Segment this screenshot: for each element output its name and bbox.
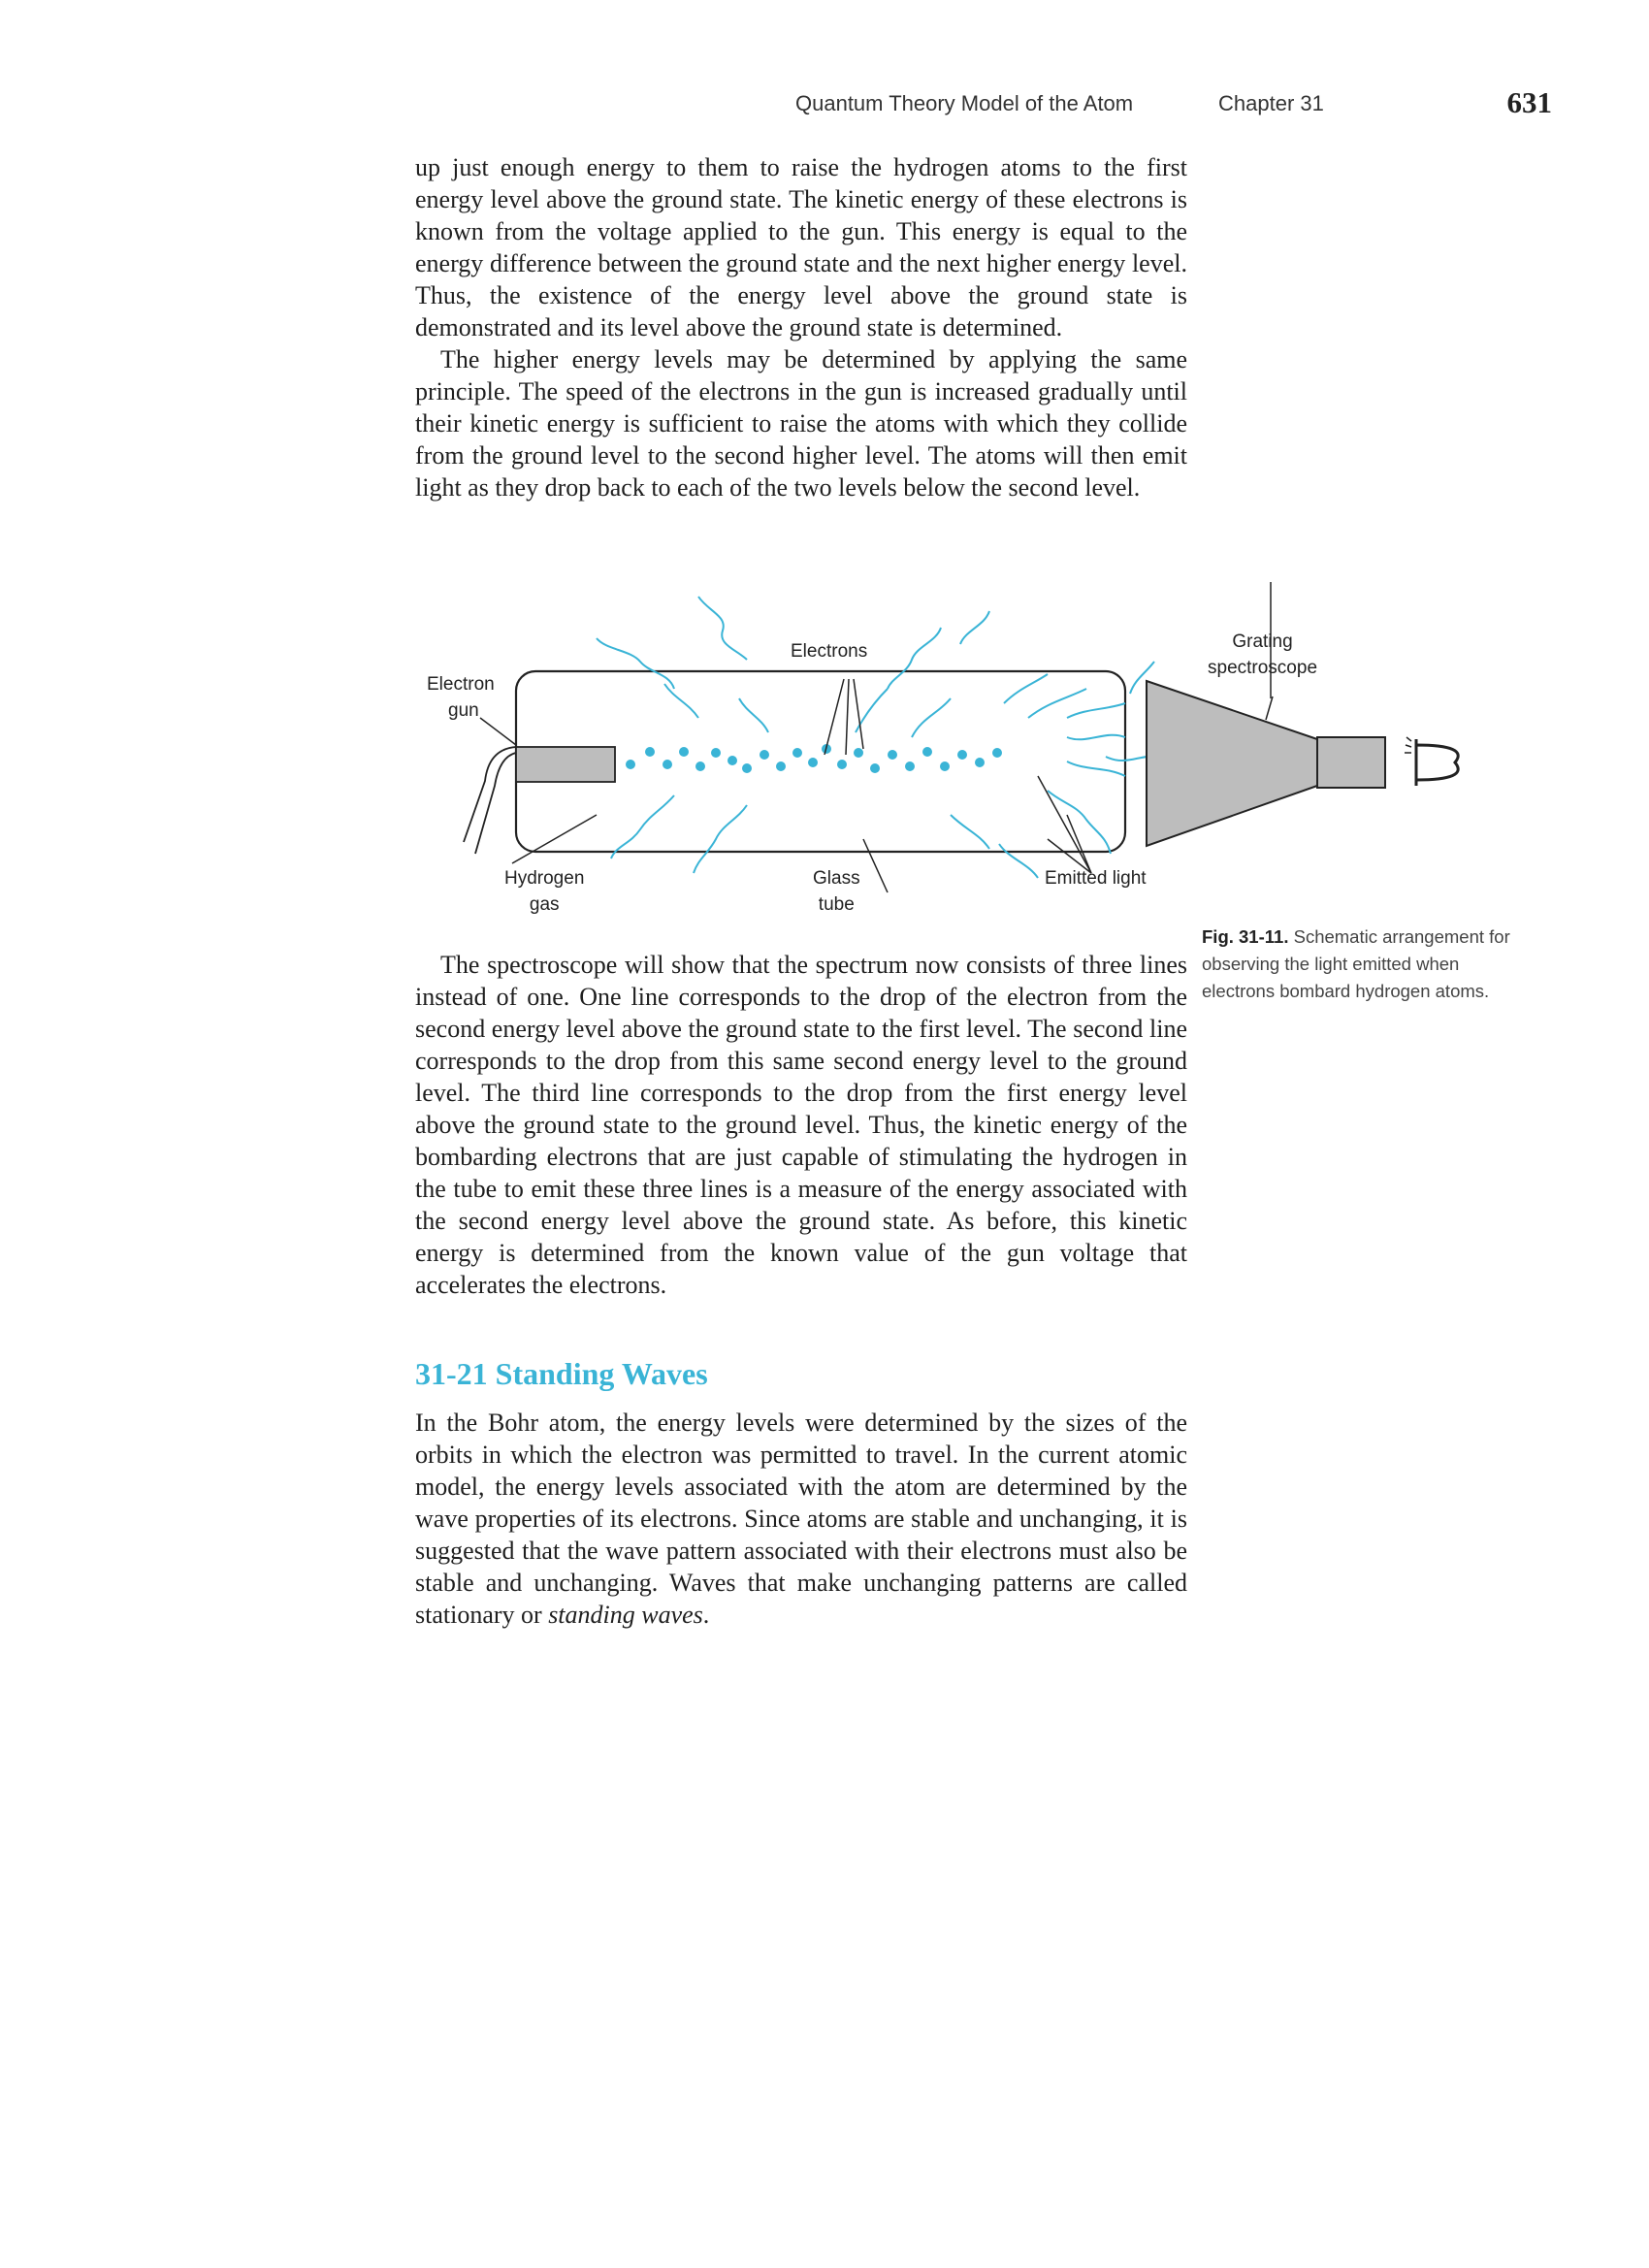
text-block-middle bbox=[415, 949, 1187, 1301]
eye-icon bbox=[1405, 737, 1458, 786]
text-block-section bbox=[415, 1407, 1187, 1631]
figure-caption bbox=[1202, 923, 1522, 1005]
gun-wire bbox=[475, 753, 516, 854]
label-emitted-light: Emitted light bbox=[1045, 868, 1147, 889]
grating-spectroscope bbox=[1147, 681, 1317, 846]
paragraph: The spectroscope will show that the spectrum now consists of three lines instead of one. One line corresponds to the drop of the electron from the second energy level above the ground state to the first level. The second line corresponds to the drop from this same second energy level to the ground level. The third line corresponds to the drop from the first energy level above the ground state to the ground level. Thus, the kinetic energy of the bombarding electrons that are just capable of stimulating the hydrogen in the tube to emit these three lines is a measure of the energy associated with the second energy level above the ground state. As before, this kinetic energy is determined from the known value of the gun voltage that accelerates the electrons. bbox=[415, 951, 1187, 1299]
paragraph bbox=[415, 1407, 1187, 1631]
label-glass-tube: Glass tube bbox=[813, 868, 860, 915]
figure-number: Fig. 31-11. bbox=[1202, 926, 1289, 947]
page-number: 631 bbox=[1506, 85, 1552, 119]
emphasis-term: standing waves bbox=[548, 1601, 703, 1629]
electron-dots bbox=[626, 744, 1002, 773]
section-text: In the Bohr atom, the energy levels were determined by the sizes of the orbits in which the electron was permitted to travel. In the current atomic model, the energy levels associated with the atom are determined by the wave properties of its electrons. Since atoms are stable and unchanging, it is suggested that the wave pattern associated with their electrons must also be stable and unchanging. Waves that make unchanging patterns are called stationary or bbox=[415, 1409, 1187, 1629]
section-heading: 31-21 Standing Waves bbox=[415, 1356, 708, 1391]
label-electron-gun: Electron gun bbox=[427, 674, 495, 721]
text-block-top bbox=[415, 151, 1187, 503]
section-text-end: . bbox=[702, 1601, 710, 1629]
running-head-title: Quantum Theory Model of the Atom bbox=[795, 91, 1134, 115]
electron-gun bbox=[516, 747, 615, 782]
paragraph: up just enough energy to them to raise the hydrogen atoms to the first energy level above the ground state. The kinetic energy of these electrons is known from the voltage applied to the gun. This energy is equal to the energy difference between the ground state and the next higher energy level. Thus, the existence of the energy level above the ground state is demonstrated and its level above the ground state is determined. bbox=[415, 153, 1187, 341]
caption-text: Schematic arrangement for observing the light emitted when electrons bombard hydrogen atoms. bbox=[1202, 926, 1510, 1001]
label-grating-spectroscope: Grating spectroscope bbox=[1208, 632, 1318, 678]
label-hydrogen-gas: Hydrogen gas bbox=[504, 868, 585, 915]
spectroscope-eyepiece bbox=[1317, 737, 1385, 788]
label-electrons: Electrons bbox=[791, 641, 868, 662]
paragraph: The higher energy levels may be determined by applying the same principle. The speed of the electrons in the gun is increased gradually until their kinetic energy is sufficient to raise the atoms with which they collide from the ground level to the second higher level. The atoms will then emit light as they drop back to each of the two levels below the second level. bbox=[415, 345, 1187, 502]
figure-31-11 bbox=[407, 582, 1513, 941]
running-head bbox=[795, 87, 1552, 126]
running-head-chapter: Chapter 31 bbox=[1218, 91, 1324, 115]
gun-wire bbox=[464, 747, 516, 842]
